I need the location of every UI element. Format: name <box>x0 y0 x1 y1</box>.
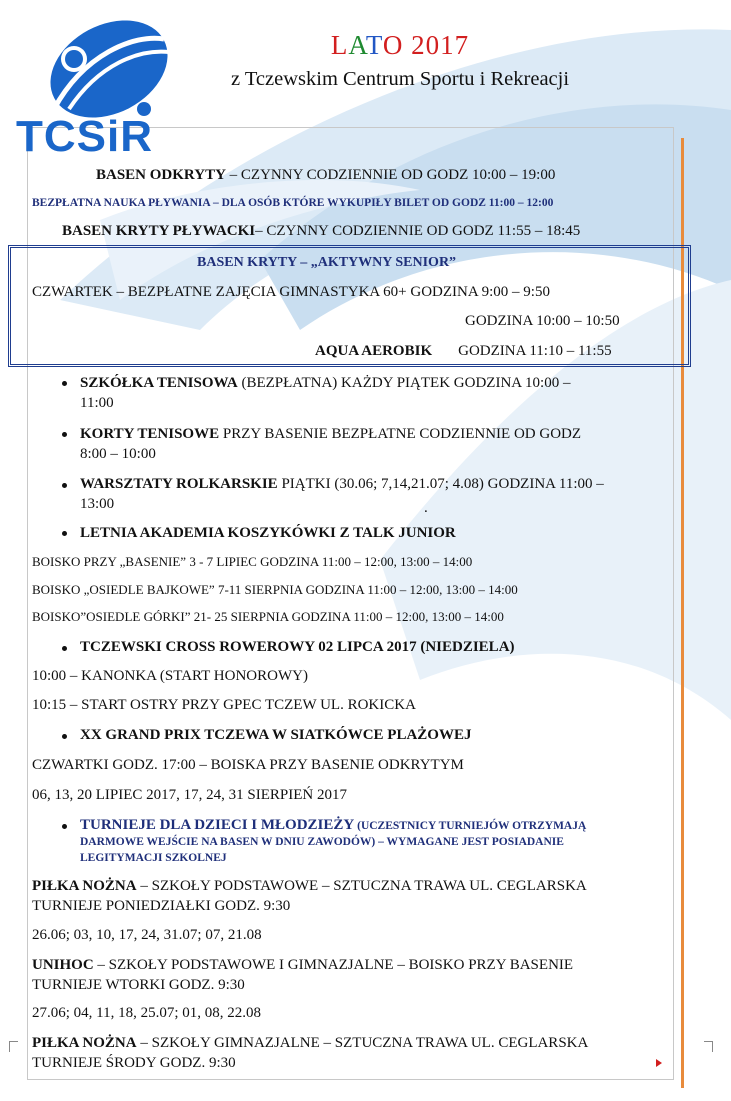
senior-second-time: GODZINA 10:00 – 10:50 <box>465 313 620 329</box>
title-letter-t: T <box>365 30 383 60</box>
unihoc-schedule: TURNIEJE WTORKI GODZ. 9:30 <box>32 977 245 993</box>
football-primary-info: – SZKOŁY PODSTAWOWE – SZTUCZNA TRAWA UL. CEGLARSKA <box>136 878 587 894</box>
football-middle-title: PIŁKA NOŻNA <box>32 1035 137 1051</box>
roller-line <box>80 474 604 494</box>
bike-cross-title: TCZEWSKI CROSS ROWEROWY 02 LIPCA 2017 (NIEDZIELA) <box>80 639 515 655</box>
tennis-courts-info: PRZY BASENIE BEZPŁATNE CODZIENNIE OD GODZ <box>219 426 582 442</box>
bike-cross-line-2: 10:15 – START OSTRY PRZY GPEC TCZEW UL. ROKICKA <box>32 697 416 713</box>
free-lessons-line: BEZPŁATNA NAUKA PŁYWANIA – DLA OSÓB KTÓRE WYKUPIŁY BILET OD GODZ 11:00 – 12:00 <box>32 197 554 209</box>
senior-gym-line: CZWARTEK – BEZPŁATNE ZAJĘCIA GIMNASTYKA 60+ GODZINA 9:00 – 9:50 <box>32 284 550 300</box>
overflow-marker-icon <box>656 1059 662 1067</box>
football-primary-title: PIŁKA NOŻNA <box>32 878 137 894</box>
logo-text: TCSiR <box>16 112 153 161</box>
title-letter-a: A <box>348 30 366 60</box>
bike-cross-line-1: 10:00 – KANONKA (START HONOROWY) <box>32 668 308 684</box>
page-title <box>260 30 540 61</box>
bullet-icon <box>62 646 67 651</box>
roller-title: WARSZTATY ROLKARSKIE <box>80 476 278 492</box>
football-primary-dates: 26.06; 03, 10, 17, 24, 31.07; 07, 21.08 <box>32 927 262 943</box>
tennis-school-cont: 11:00 <box>80 395 114 411</box>
basketball-line-2: BOISKO „OSIEDLE BAJKOWE” 7-11 SIERPNIA GODZINA 11:00 – 12:00, 13:00 – 14:00 <box>32 582 518 597</box>
open-pool-name: BASEN ODKRYTY <box>96 167 226 183</box>
corner-mark-left <box>9 1041 18 1052</box>
bullet-icon <box>62 531 67 536</box>
tournaments-note-3: LEGITYMACJI SZKOLNEJ <box>80 852 227 864</box>
roller-info: PIĄTKI (30.06; 7,14,21.07; 4.08) GODZINA 11:00 – <box>277 476 604 492</box>
unihoc-info: – SZKOŁY PODSTAWOWE I GIMNAZJALNE – BOISKO PRZY BASENIE <box>93 957 574 973</box>
open-pool-hours: – CZYNNY CODZIENNIE OD GODZ 10:00 – 19:00 <box>225 167 556 183</box>
aqua-aerobic-line <box>315 341 612 361</box>
aqua-label: AQUA AEROBIK <box>315 343 433 359</box>
football-middle-schedule: TURNIEJE ŚRODY GODZ. 9:30 <box>32 1055 236 1071</box>
open-pool-line <box>96 165 555 185</box>
football-primary-line <box>32 876 587 896</box>
tournaments-note-1: (UCZESTNICY TURNIEJÓW OTRZYMAJĄ <box>354 820 587 832</box>
bullet-icon <box>62 432 67 437</box>
volleyball-title: XX GRAND PRIX TCZEWA W SIATKÓWCE PLAŻOWEJ <box>80 727 472 743</box>
tennis-school-info: (BEZPŁATNA) KAŻDY PIĄTEK GODZINA 10:00 – <box>237 375 571 391</box>
tennis-courts-cont: 8:00 – 10:00 <box>80 446 156 462</box>
indoor-pool-hours: – CZYNNY CODZIENNIE OD GODZ 11:55 – 18:45 <box>255 223 581 239</box>
football-primary-schedule: TURNIEJE PONIEDZIAŁKI GODZ. 9:30 <box>32 898 291 914</box>
tennis-school-title: SZKÓŁKA TENISOWA <box>80 375 238 391</box>
basketball-line-3: BOISKO”OSIEDLE GÓRKI” 21- 25 SIERPNIA GODZINA 11:00 – 12:00, 13:00 – 14:00 <box>32 609 504 624</box>
basketball-title: LETNIA AKADEMIA KOSZYKÓWKI Z TALK JUNIOR <box>80 525 456 541</box>
title-letter-l: L <box>330 30 349 60</box>
page-subtitle: z Tczewskim Centrum Sportu i Rekreacji <box>230 68 570 90</box>
indoor-pool-line <box>62 221 580 241</box>
football-middle-info: – SZKOŁY GIMNAZJALNE – SZTUCZNA TRAWA UL. CEGLARSKA <box>136 1035 589 1051</box>
roller-cont: 13:00 <box>80 496 115 512</box>
bullet-icon <box>62 734 67 739</box>
stray-dot: . <box>424 500 428 516</box>
tennis-courts-title: KORTY TENISOWE <box>80 426 220 442</box>
tennis-courts-line <box>80 424 581 444</box>
senior-heading: BASEN KRYTY – „AKTYWNY SENIOR” <box>197 255 457 270</box>
volleyball-line-2: 06, 13, 20 LIPIEC 2017, 17, 24, 31 SIERPIEŃ 2017 <box>32 787 347 803</box>
football-middle-line <box>32 1033 588 1053</box>
unihoc-title: UNIHOC <box>32 957 94 973</box>
corner-mark-right <box>704 1041 713 1052</box>
bullet-icon <box>62 483 67 488</box>
tennis-school-line <box>80 373 570 393</box>
tournaments-note-2: DARMOWE WEJŚCIE NA BASEN W DNIU ZAWODÓW) – WYMAGANE JEST POSIADANIE <box>80 836 564 848</box>
title-year: O 2017 <box>382 30 470 60</box>
tournaments-title: TURNIEJE DLA DZIECI I MŁODZIEŻY <box>80 817 355 833</box>
basketball-line-1: BOISKO PRZY „BASENIE” 3 - 7 LIPIEC GODZINA 11:00 – 12:00, 13:00 – 14:00 <box>32 554 473 569</box>
bullet-icon <box>62 824 67 829</box>
volleyball-line-1: CZWARTKI GODZ. 17:00 – BOISKA PRZY BASENIE ODKRYTYM <box>32 757 464 773</box>
indoor-pool-name: BASEN KRYTY PŁYWACKI <box>62 223 256 239</box>
unihoc-line <box>32 955 573 975</box>
unihoc-dates: 27.06; 04, 11, 18, 25.07; 01, 08, 22.08 <box>32 1005 262 1021</box>
aqua-time: GODZINA 11:10 – 11:55 <box>458 343 612 359</box>
bullet-icon <box>62 381 67 386</box>
